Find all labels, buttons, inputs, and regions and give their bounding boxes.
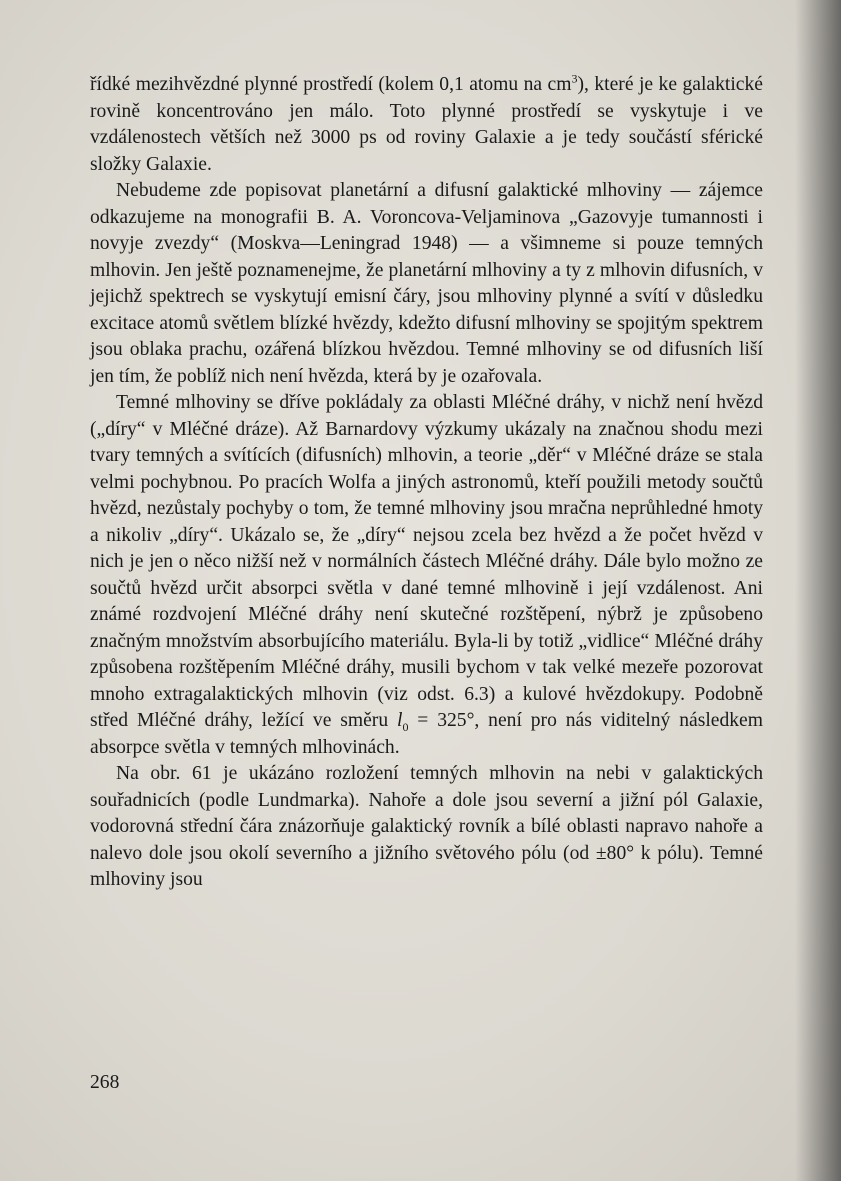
paragraph-1: řídké mezihvězdné plynné prostředí (kolem 0,1 atomu na $cm^3$), které je ke galaktické rovině koncentrováno jen málo. Toto plynné prostředí se vyskytuje i ve vzdálenostech větších než 3000 ps od roviny Galaxie a je tedy součástí sférické složky Galaxie. bbox=[90, 71, 763, 175]
paragraph-4: Na obr. 61 je ukázáno rozložení temných mlhovin na nebi v galaktických souřadnicích (podle Lundmarka). Nahoře a dole jsou severní a jižní pól Galaxie, vodorovná střední čára znázorňuje galaktický rovník a bílé oblasti napravo nahoře a nalevo dole jsou okolí severního a jižního světového pólu (od ±80° k pólu). Temné mlhoviny jsou bbox=[90, 763, 763, 890]
body-text bbox=[90, 72, 763, 894]
page-number: 268 bbox=[90, 1072, 120, 1093]
paragraph-2: Nebudeme zde popisovat planetární a difusní galaktické mlhoviny — zájemce odkazujeme na monografii B. A. Voroncova-Veljaminova „Gazovyje tumannosti i novyje zvezdy“ (Moskva—Leningrad 1948) — a všimneme si pouze temných mlhovin. Jen ještě poznamenejme, že planetární mlhoviny a ty z mlhovin difusních, v jejichž spektrech se vyskytují emisní čáry, jsou mlhoviny plynné a svítí v důsledku excitace atomů světlem blízké hvězdy, kdežto difusní mlhoviny se spojitým spektrem jsou oblaka prachu, ozářená blízkou hvězdou. Temné mlhoviny se od difusních liší jen tím, že poblíž nich není hvězda, která by je ozařovala. bbox=[90, 180, 763, 387]
page-binding-shadow bbox=[795, 0, 841, 1181]
paragraph-3: Temné mlhoviny se dříve pokládaly za oblasti Mléčné dráhy, v nichž není hvězd („díry“ v Mléčné dráze). Až Barnardovy výzkumy ukázaly na značnou shodu mezi tvary temných a svítících (difusních) mlhovin, a teorie „děr“ v Mléčné dráze se stala velmi pochybnou. Po pracích Wolfa a jiných astronomů, kteří použili metody součtů hvězd, nezůstaly pochyby o tom, že temné mlhoviny jsou mračna neprůhledné hmoty a nikoliv „díry“. Ukázalo se, že „díry“ nejsou zcela bez hvězd a že počet hvězd v nich je jen o něco nižší než v normálních částech Mléčné dráhy. Dále bylo možno ze součtů hvězd určit absorpci světla v dané temné mlhovině i její vzdálenost. Ani známé rozdvojení Mléčné dráhy není skutečné rozštěpení, nýbrž je způsobeno značným množstvím absorbujícího materiálu. Byla-li by totiž „vidlice“ Mléčné dráhy způsobena rozštěpením Mléčné dráhy, musili bychom v tak velké mezeře pozorovat mnoho extragalaktických mlhovin (viz odst. 6.3) a kulové hvězdokupy. Podobně střed Mléčné dráhy, ležící ve směru $l_0 = 325^\circ$, není pro nás viditelný následkem absorpce světla v temných mlhovinách. bbox=[90, 392, 763, 758]
